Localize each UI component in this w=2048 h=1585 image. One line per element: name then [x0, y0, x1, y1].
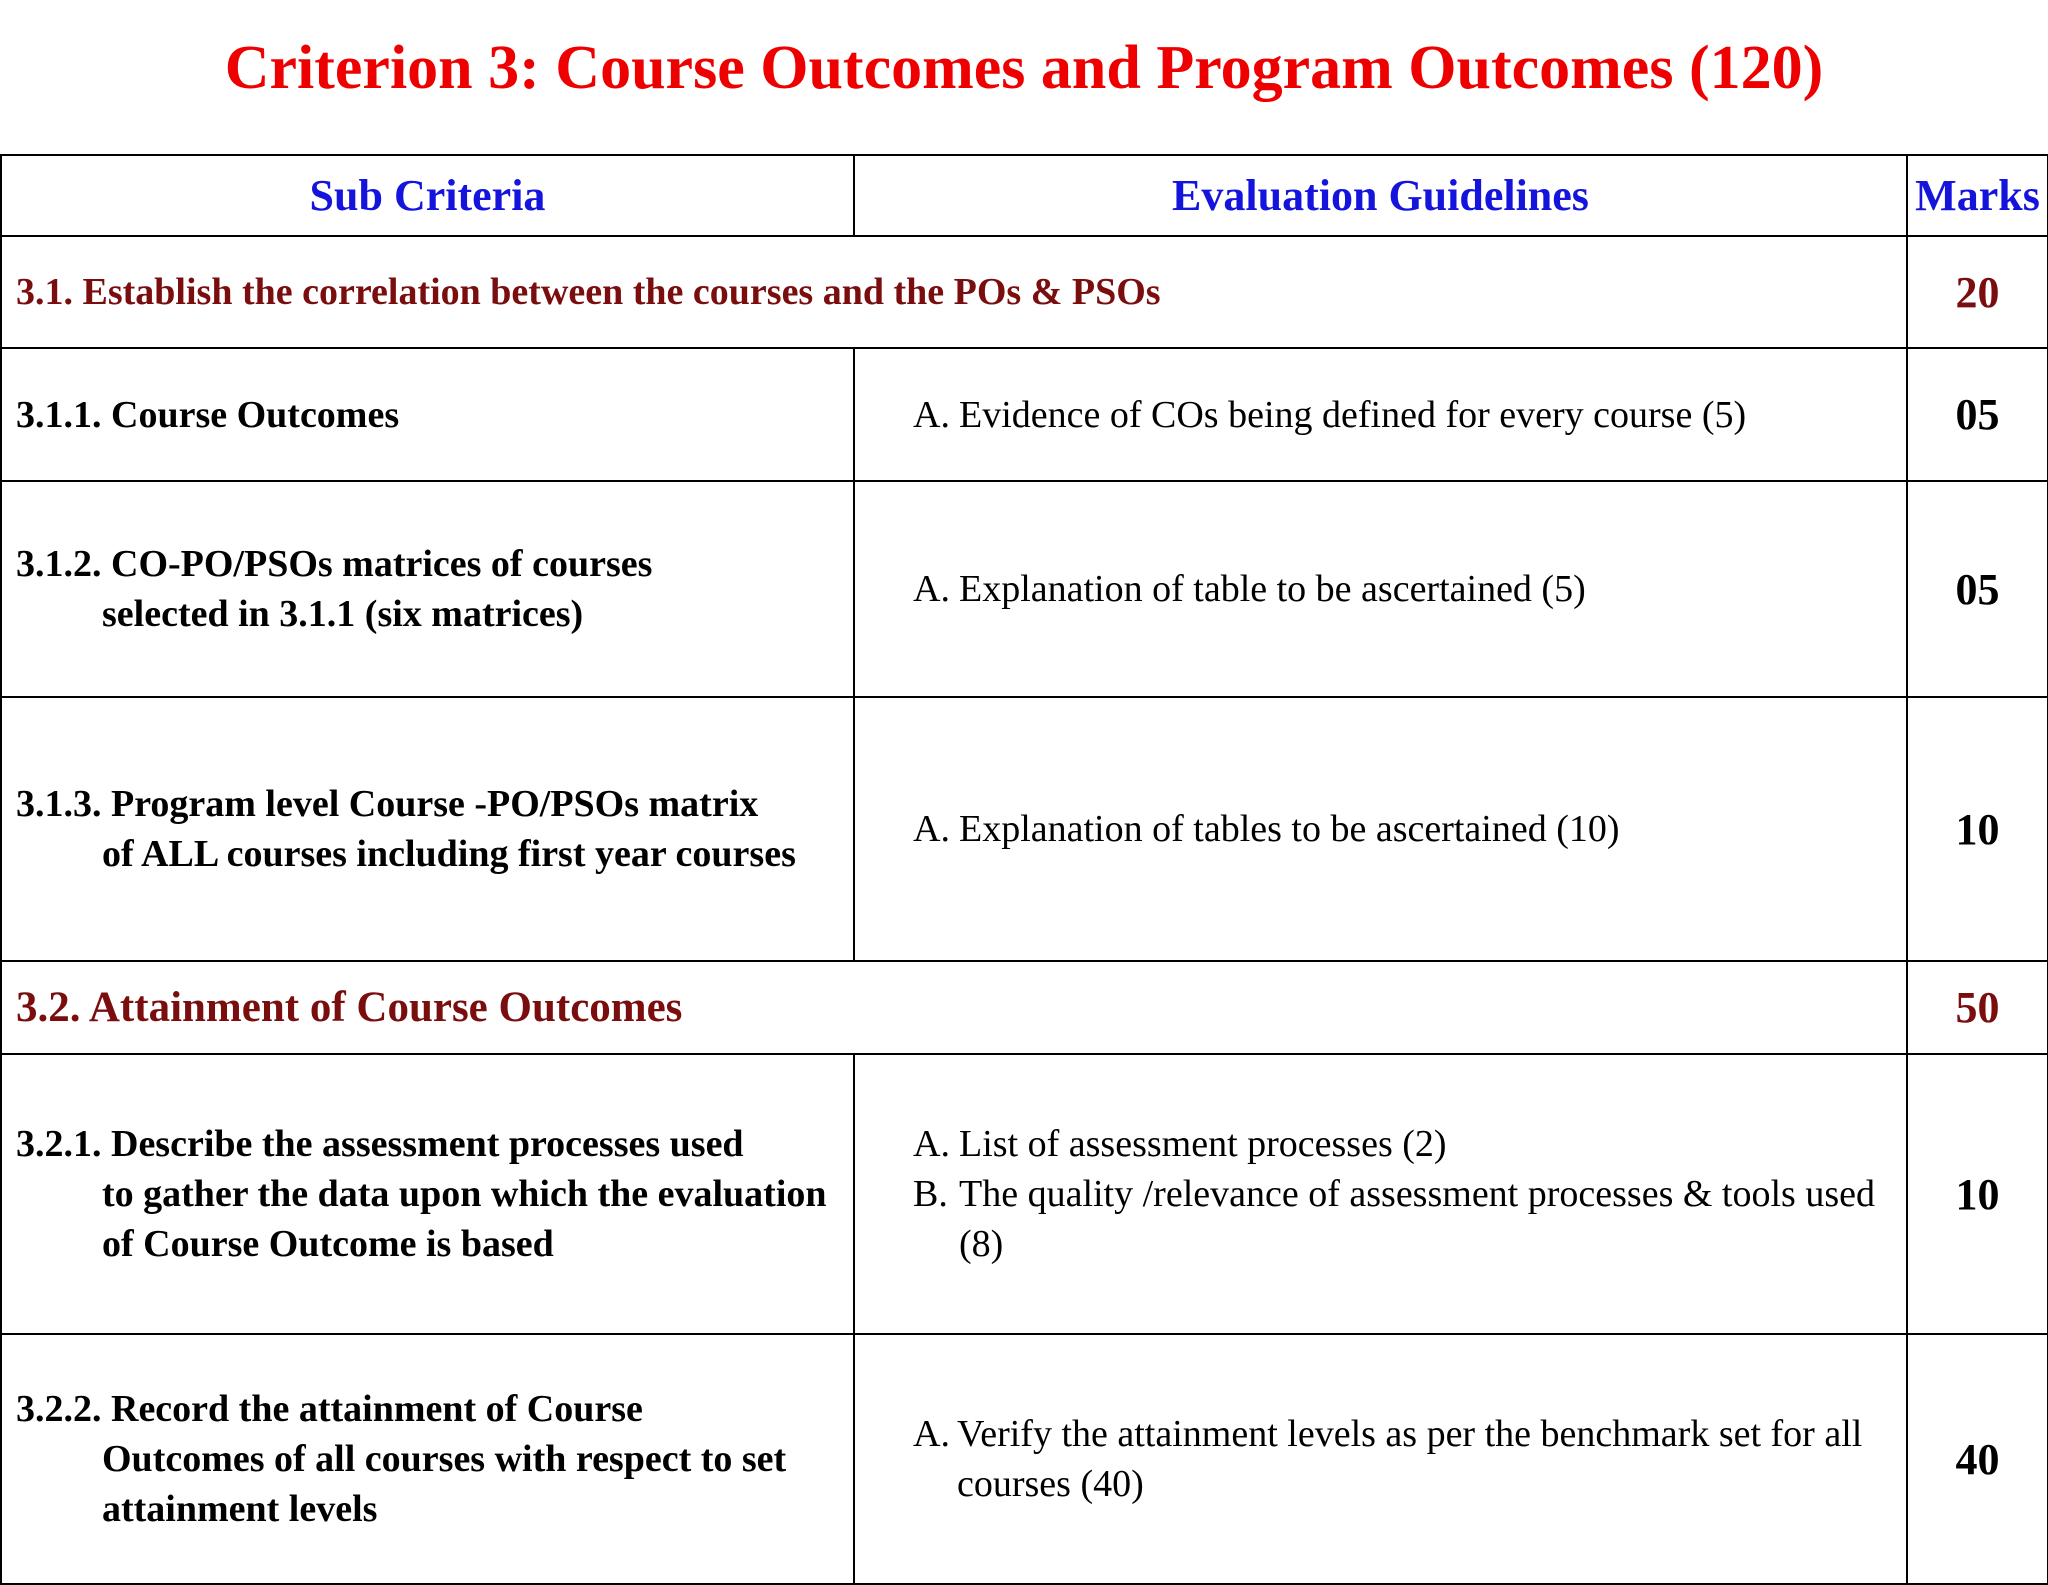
guideline-cell [854, 481, 1907, 697]
section-label: 3.2. Attainment of Course Outcomes [1, 961, 1907, 1054]
sub-criterion-number: 3.1.3. [16, 783, 102, 825]
guideline-text: Verify the attainment levels as per the benchmark set for all courses (40) [957, 1413, 1863, 1505]
guideline-item [913, 1169, 1902, 1269]
marks-cell: 10 [1907, 1054, 2048, 1334]
sub-criterion-continuation: Outcomes of all courses with respect to set attainment levels [102, 1438, 787, 1530]
section-row [1, 961, 2048, 1054]
criteria-table [0, 154, 2048, 1585]
section-label: 3.1. Establish the correlation between the courses and the POs & PSOs [1, 236, 1907, 348]
sub-criterion-text: CO-PO/PSOs matrices of courses [111, 543, 653, 585]
section-marks: 20 [1907, 236, 2048, 348]
sub-criterion-continuation: of ALL courses including first year courses [102, 833, 796, 875]
table-header-row [1, 155, 2048, 236]
sub-criteria-header: Sub Criteria [1, 155, 854, 236]
sub-criterion-continuation: to gather the data upon which the evaluation of Course Outcome is based [102, 1173, 827, 1265]
guideline-item [913, 390, 1902, 440]
table-row [1, 1054, 2048, 1334]
sub-criterion-cell [1, 697, 854, 961]
marks-header: Marks [1907, 155, 2048, 236]
sub-criterion-text: Course Outcomes [111, 393, 400, 436]
guideline-item [913, 1409, 1902, 1509]
guideline-text: Evidence of COs being defined for every course (5) [959, 393, 1747, 436]
guideline-cell [854, 1054, 1907, 1334]
sub-criterion-number: 3.2.2. [16, 1388, 102, 1430]
guideline-cell [854, 348, 1907, 481]
guideline-cell [854, 1334, 1907, 1584]
guideline-item [913, 564, 1902, 614]
sub-criterion-number: 3.1.1. [16, 393, 102, 436]
guideline-item [913, 1119, 1902, 1169]
sub-criterion-cell [1, 348, 854, 481]
table-row [1, 481, 2048, 697]
sub-criterion-text: Program level Course -PO/PSOs matrix [111, 783, 759, 825]
guideline-cell [854, 697, 1907, 961]
guideline-text: Explanation of tables to be ascertained (10) [959, 808, 1620, 850]
table-row [1, 348, 2048, 481]
guideline-letter: A. [913, 393, 950, 436]
sub-criterion-number: 3.2.1. [16, 1123, 102, 1165]
sub-criterion-text: Record the attainment of Course [111, 1388, 643, 1430]
sub-criterion-cell [1, 1054, 854, 1334]
guideline-letter: A. [913, 1413, 950, 1455]
page-title: Criterion 3: Course Outcomes and Program Outcomes (120) [224, 34, 1824, 102]
guideline-text: List of assessment processes (2) [959, 1123, 1447, 1165]
marks-cell: 05 [1907, 348, 2048, 481]
section-row [1, 236, 2048, 348]
table-row [1, 697, 2048, 961]
sub-criterion-continuation: selected in 3.1.1 (six matrices) [102, 593, 584, 635]
section-marks: 50 [1907, 961, 2048, 1054]
marks-cell: 10 [1907, 697, 2048, 961]
guideline-text: The quality /relevance of assessment processes & tools used (8) [959, 1173, 1875, 1265]
guideline-letter: B. [913, 1173, 948, 1215]
evaluation-guidelines-header: Evaluation Guidelines [854, 155, 1907, 236]
marks-cell: 40 [1907, 1334, 2048, 1584]
sub-criterion-text: Describe the assessment processes used [111, 1123, 744, 1165]
sub-criterion-cell [1, 1334, 854, 1584]
guideline-letter: A. [913, 808, 950, 850]
guideline-text: Explanation of table to be ascertained (5) [959, 568, 1586, 610]
table-row [1, 1334, 2048, 1584]
guideline-item [913, 804, 1902, 854]
guideline-letter: A. [913, 568, 950, 610]
guideline-letter: A. [913, 1123, 950, 1165]
marks-cell: 05 [1907, 481, 2048, 697]
sub-criterion-number: 3.1.2. [16, 543, 102, 585]
sub-criterion-cell [1, 481, 854, 697]
